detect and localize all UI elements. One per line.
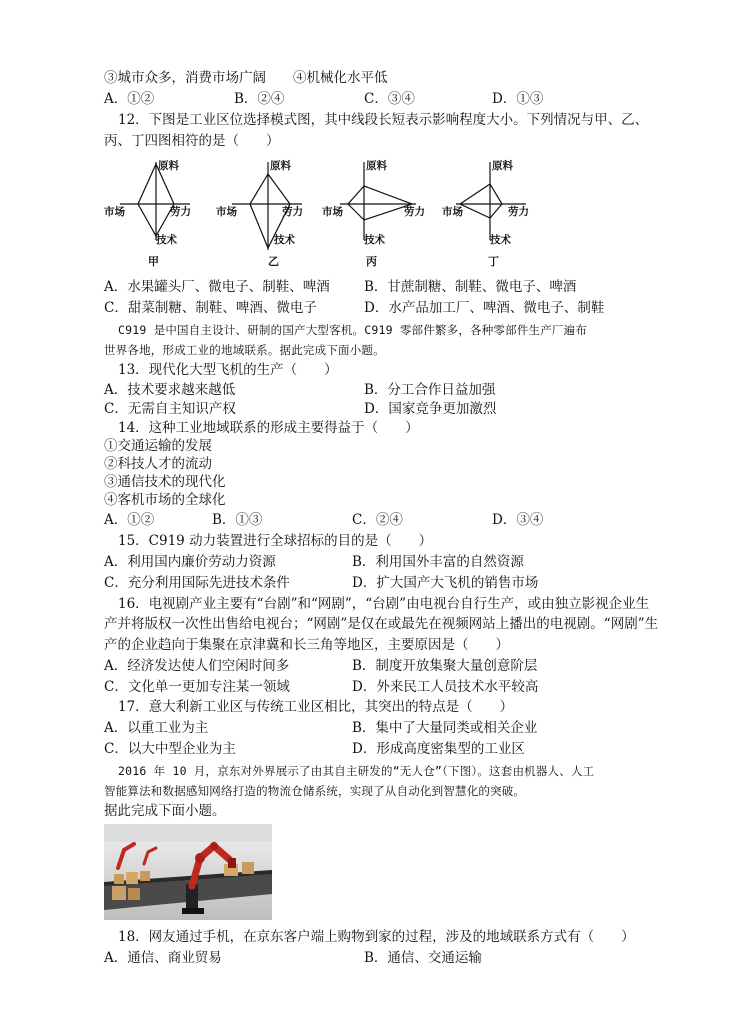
- diagram-jia-name: 甲: [148, 255, 159, 268]
- q14-item-2: ②科技人才的流动: [104, 456, 212, 472]
- q11-option-b: B．②④: [234, 91, 285, 107]
- q14-option-c: C．②④: [352, 512, 403, 528]
- diagram-jia: [104, 156, 214, 274]
- warehouse-robot-image: [104, 824, 272, 920]
- passage-jd: 2016 年 10 月，京东对外界展示了由其自主研发的“无人仓”（下图）。这套由机器人、人工: [118, 764, 595, 778]
- q14-item-4: ④客机市场的全球化: [104, 492, 226, 508]
- q16-option-d: D．外来民工人员技术水平较高: [352, 679, 539, 695]
- diagram-jia-left: 市场: [104, 206, 125, 218]
- diagram-bing-bottom: 技术: [364, 234, 385, 246]
- q11-options-text: ③城市众多，消费市场广阔 ④机械化水平低: [104, 70, 388, 86]
- q13-option-d: D．国家竞争更加激烈: [364, 401, 497, 417]
- q13-option-b: B．分工合作日益加强: [364, 382, 496, 398]
- diagram-yi-bottom: 技术: [274, 234, 295, 246]
- q14-item-1: ①交通运输的发展: [104, 438, 212, 454]
- q15-option-b: B．利用国外丰富的自然资源: [352, 554, 524, 570]
- diagram-yi: [216, 156, 326, 274]
- q18-stem: 18．网友通过手机，在京东客户端上购物到家的过程，涉及的地域联系方式有（ ）: [118, 929, 635, 945]
- q16-option-c: C．文化单一更加专注某一领域: [104, 679, 290, 695]
- q16-stem-cont1: 产并将版权一次性出售给电视台；“网剧”是仅在或最先在视频网站上播出的电视剧。“网剧”生: [104, 616, 659, 632]
- q17-stem: 17．意大利新工业区与传统工业区相比，其突出的特点是（ ）: [118, 699, 514, 715]
- q17-option-d: D．形成高度密集型的工业区: [352, 741, 525, 757]
- q15-option-c: C．充分利用国际先进技术条件: [104, 575, 290, 591]
- diagram-bing: [320, 156, 430, 274]
- passage-c919: C919 是中国自主设计、研制的国产大型客机。C919 零部件繁多，各种零部件生产厂遍布: [118, 323, 588, 337]
- passage-c919-cont: 世界各地，形成工业的地域联系。据此完成下面小题。: [104, 343, 385, 357]
- q12-option-d: D．水产品加工厂、啤酒、微电子、制鞋: [364, 300, 605, 316]
- q14-stem: 14．这种工业地域联系的形成主要得益于（ ）: [118, 420, 419, 436]
- q11-option-c: C．③④: [364, 91, 415, 107]
- q16-option-b: B．制度开放集聚大量创意阶层: [352, 658, 538, 674]
- diagram-jia-bottom: 技术: [156, 234, 177, 246]
- diagram-ding-name: 丁: [488, 255, 499, 268]
- q11-option-d: D．①③: [492, 91, 544, 107]
- passage-jd-instruction: 据此完成下面小题。: [104, 803, 226, 819]
- q13-stem: 13．现代化大型飞机的生产（ ）: [118, 362, 338, 378]
- q17-option-a: A．以重工业为主: [104, 720, 209, 736]
- q13-option-c: C．无需自主知识产权: [104, 401, 236, 417]
- q14-option-d: D．③④: [492, 512, 544, 528]
- q11-option-a: A．①②: [104, 91, 155, 107]
- diagram-jia-top: 原料: [158, 160, 179, 172]
- diagram-bing-name: 丙: [366, 255, 377, 268]
- diagram-bing-right: 劳力: [404, 206, 425, 218]
- q16-stem: 16．电视剧产业主要有“台剧”和“网剧”，“台剧”由电视台自行生产，或由独立影视企业生: [118, 596, 650, 612]
- q15-option-a: A．利用国内廉价劳动力资源: [104, 554, 276, 570]
- diagram-ding-left: 市场: [442, 206, 463, 218]
- q14-option-b: B．①③: [212, 512, 263, 528]
- q12-option-c: C．甜菜制糖、制鞋、啤酒、微电子: [104, 300, 317, 316]
- diagram-yi-right: 劳力: [282, 206, 303, 218]
- q16-stem-cont2: 产的企业趋向于集聚在京津冀和长三角等地区，主要原因是（ ）: [104, 637, 509, 653]
- q16-option-a: A．经济发达使人们空闲时间多: [104, 658, 290, 674]
- q15-option-d: D．扩大国产大飞机的销售市场: [352, 575, 539, 591]
- diagram-ding: [440, 156, 550, 274]
- q17-option-c: C．以大中型企业为主: [104, 741, 236, 757]
- q14-item-3: ③通信技术的现代化: [104, 474, 226, 490]
- diagram-yi-top: 原料: [270, 160, 291, 172]
- q15-stem: 15．C919 动力装置进行全球招标的目的是（ ）: [118, 533, 433, 549]
- q12-option-a: A．水果罐头厂、微电子、制鞋、啤酒: [104, 279, 330, 295]
- diagram-jia-right: 劳力: [170, 206, 191, 218]
- q13-option-a: A．技术要求越来越低: [104, 382, 236, 398]
- q12-stem: 12．下图是工业区位选择模式图，其中线段长短表示影响程度大小。下列情况与甲、乙、: [118, 112, 649, 128]
- q12-option-b: B．甘蔗制糖、制鞋、微电子、啤酒: [364, 279, 577, 295]
- diagram-ding-right: 劳力: [508, 206, 529, 218]
- diagram-ding-top: 原料: [492, 160, 513, 172]
- diagram-yi-left: 市场: [216, 206, 237, 218]
- diagram-bing-left: 市场: [322, 206, 343, 218]
- q18-option-a: A．通信、商业贸易: [104, 950, 222, 966]
- q12-stem-cont: 丙、丁四图相符的是（ ）: [104, 133, 280, 149]
- q18-option-b: B．通信、交通运输: [364, 950, 482, 966]
- diagram-yi-name: 乙: [268, 255, 279, 268]
- diagram-bing-top: 原料: [366, 160, 387, 172]
- passage-jd-cont: 智能算法和数据感知网络打造的物流仓储系统，实现了从自动化到智慧化的突破。: [104, 784, 526, 798]
- q14-option-a: A．①②: [104, 512, 155, 528]
- diagram-ding-bottom: 技术: [490, 234, 511, 246]
- warehouse-robot-photo: [104, 824, 272, 920]
- q17-option-b: B．集中了大量同类或相关企业: [352, 720, 538, 736]
